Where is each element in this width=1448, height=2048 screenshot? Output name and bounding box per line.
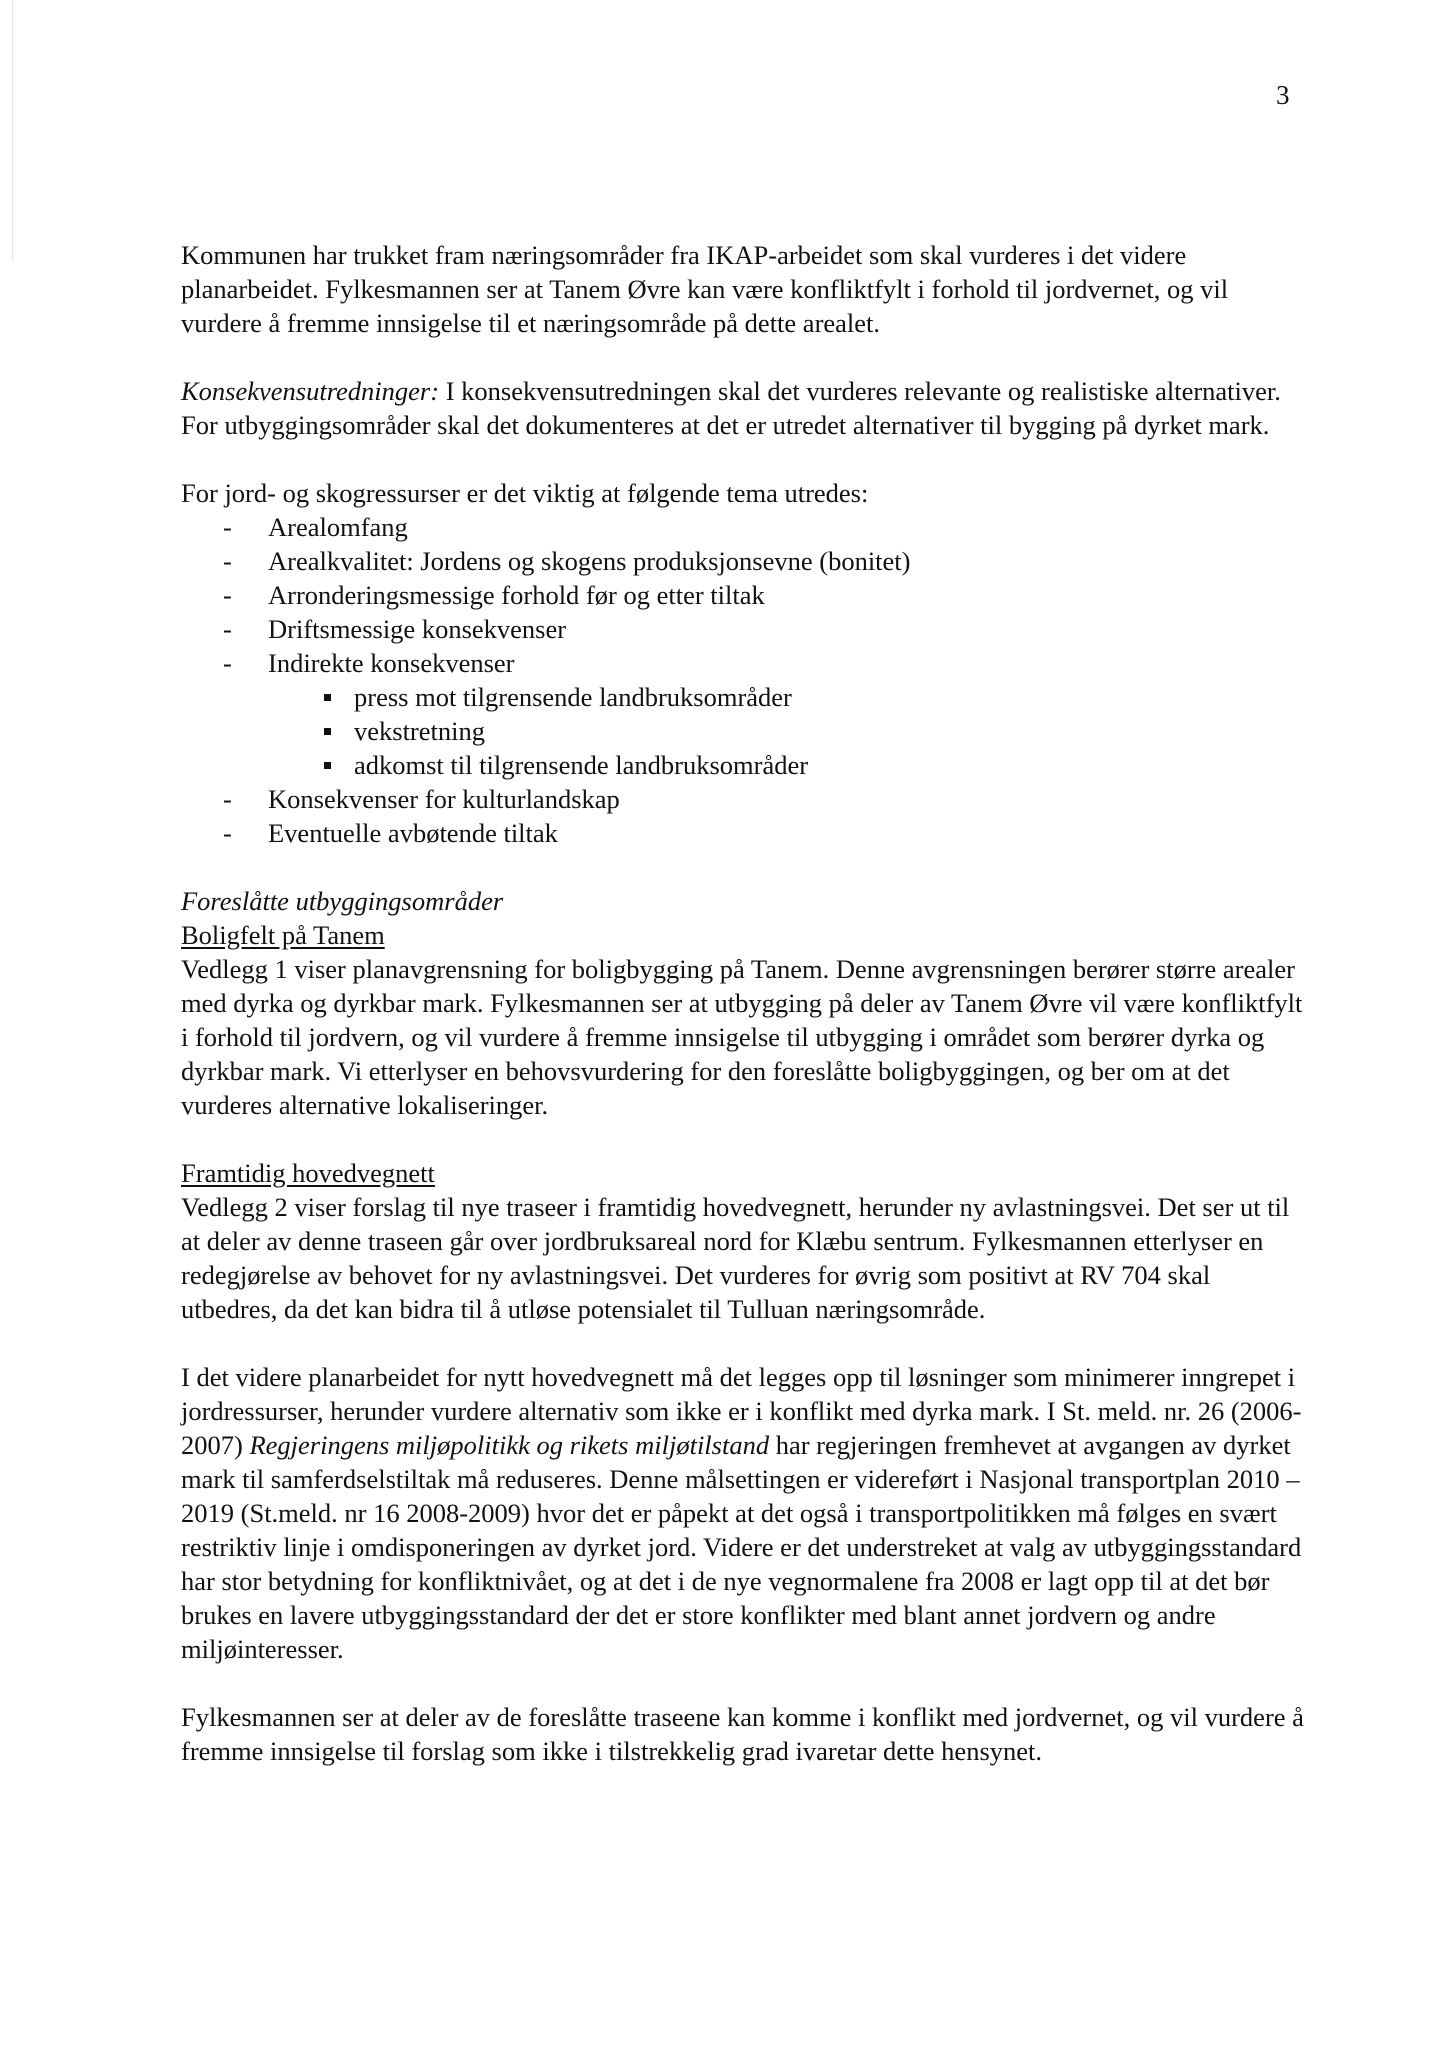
sub-list [268, 680, 1309, 782]
dash-bullet: - [223, 546, 232, 576]
list-item-label: Arealomfang [268, 512, 408, 542]
vegnett-heading: Framtidig hovedvegnett [181, 1158, 435, 1188]
section-title: Foreslåtte utbyggingsområder [181, 886, 504, 916]
dash-bullet: - [223, 512, 232, 542]
sub-list-item-label: adkomst til tilgrensende landbruksområder [354, 750, 809, 780]
list-item [181, 510, 1309, 544]
conclusion-paragraph: Fylkesmannen ser at deler av de foreslåtte traseene kan komme i konflikt med jordvernet, og vil vurdere å fremme innsigelse til forslag som ikke i tilstrekkelig grad ivaretar dette hensynet. [181, 1702, 1304, 1766]
ku-text: I konsekvensutredningen skal det vurderes relevante og realistiske alternativer. For utbyggingsområder skal det dokumenteres at det er utredet alternativer til bygging på dyrket mark. [181, 376, 1281, 440]
list-item-label: Eventuelle avbøtende tiltak [268, 818, 558, 848]
list-item-label: Konsekvenser for kulturlandskap [268, 784, 620, 814]
list-item [181, 578, 1309, 612]
boligfelt-paragraph: Vedlegg 1 viser planavgrensning for boligbygging på Tanem. Denne avgrensningen berører større arealer med dyrka og dyrkbar mark. Fylkesmannen ser at utbygging på deler av Tanem Øvre vil være konfliktfylt i forhold til jordvern, og vil vurdere å fremme innsigelse til utbygging i området som berører dyrka og dyrkbar mark. Vi etterlyser en behovsvurdering for den foreslåtte boligbyggingen, og ber om at det vurderes alternative lokaliseringer. [181, 954, 1303, 1120]
list-item [181, 646, 1309, 782]
plan-text-a: I det videre planarbeidet for nytt hovedvegnett må det legges opp til løsninger som minimerer inngrepet i jordressurser, herunder vurdere alternativ som ikke er i konflikt med dyrka mark. I St. meld. nr. 26 (2006-2007) [181, 1362, 1302, 1460]
vegnett-paragraph: Vedlegg 2 viser forslag til nye traseer i framtidig hovedvegnett, herunder ny avlastningsvei. Det ser ut til at deler av denne traseen går over jordbruksareal nord for Klæbu sentrum. Fylkesmannen etterlyser en redegjørelse av behovet for ny avlastningsvei. Det vurderes for øvrig som positivt at RV 704 skal utbedres, da det kan bidra til å utløse potensialet til Tulluan næringsområde. [181, 1192, 1290, 1324]
boligfelt-heading: Boligfelt på Tanem [181, 920, 385, 950]
document-body [181, 238, 1309, 1768]
plan-text-italic: Regjeringens miljøpolitikk og rikets miljøtilstand [249, 1430, 770, 1460]
ku-paragraph [181, 374, 1309, 442]
page-number: 3 [1276, 80, 1290, 110]
intro-paragraph: Kommunen har trukket fram næringsområder fra IKAP-arbeidet som skal vurderes i det videre planarbeidet. Fylkesmannen ser at Tanem Øvre kan være konfliktfylt i forhold til jordvernet, og vil vurdere å fremme innsigelse til et næringsområde på dette arealet. [181, 240, 1229, 338]
plan-text-b: har regjeringen fremhevet at avgangen av dyrket mark til samferdselstiltak må reduseres. Denne målsettingen er videreført i Nasjonal transportplan 2010 – 2019 (St.meld. nr 16 2008-2009) hvor det er påpekt at det også i transportpolitikken må følges en svært restriktiv linje i omdisponeringen av dyrket jord. Videre er det understreket at valg av utbyggingsstandard har stor betydning for konfliktnivået, og at det i de nye vegnormalene fra 2008 er lagt opp til at det bør brukes en lavere utbyggingsstandard der det er store konflikter med blant annet jordvern og andre miljøinteresser. [181, 1430, 1302, 1664]
square-bullet-icon [324, 728, 331, 735]
sub-list-item [268, 748, 1309, 782]
list-item [181, 782, 1309, 816]
dash-bullet: - [223, 614, 232, 644]
sub-list-item-label: vekstretning [354, 716, 485, 746]
sub-list-item [268, 714, 1309, 748]
square-bullet-icon [324, 762, 331, 769]
list-item-label: Arealkvalitet: Jordens og skogens produksjonsevne (bonitet) [268, 546, 911, 576]
list-item-label: Arronderingsmessige forhold før og etter tiltak [268, 580, 765, 610]
list-item-label: Driftsmessige konsekvenser [268, 614, 567, 644]
dash-bullet: - [223, 580, 232, 610]
theme-list [181, 510, 1309, 850]
ku-label: Konsekvensutredninger: [181, 376, 440, 406]
list-item [181, 816, 1309, 850]
dash-bullet: - [223, 648, 232, 678]
list-item [181, 544, 1309, 578]
theme-intro: For jord- og skogressurser er det viktig at følgende tema utredes: [181, 478, 869, 508]
list-item-label: Indirekte konsekvenser [268, 648, 515, 678]
dash-bullet: - [223, 784, 232, 814]
list-item [181, 612, 1309, 646]
sub-list-item-label: press mot tilgrensende landbruksområder [354, 682, 792, 712]
square-bullet-icon [324, 694, 331, 701]
sub-list-item [268, 680, 1309, 714]
scan-edge [12, 0, 13, 260]
plan-paragraph [181, 1360, 1309, 1666]
dash-bullet: - [223, 818, 232, 848]
